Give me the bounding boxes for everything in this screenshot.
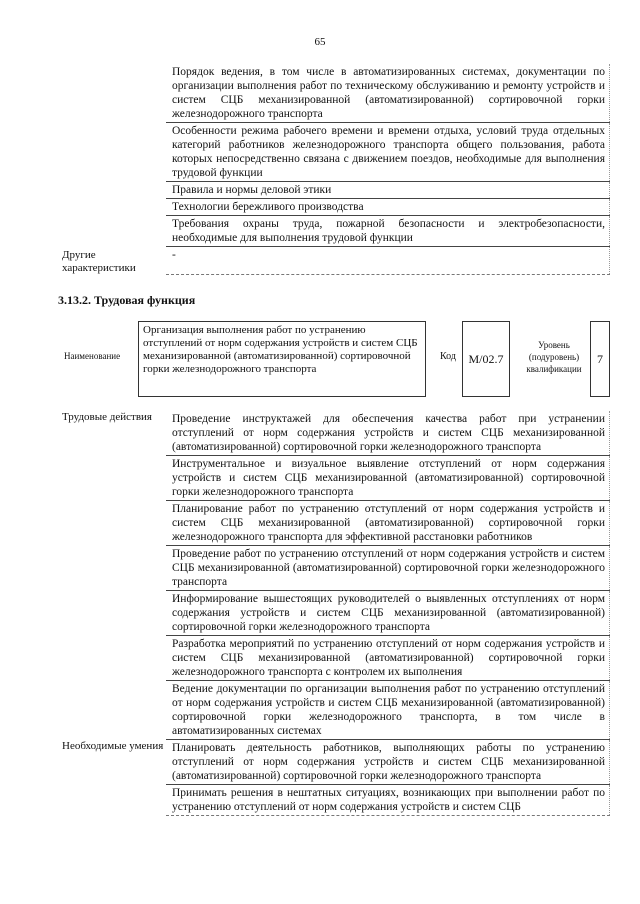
- section-title: 3.13.2. Трудовая функция: [58, 293, 196, 307]
- table-row: [58, 247, 610, 275]
- table-cell: -: [166, 247, 610, 275]
- code-label: Код: [440, 351, 456, 362]
- table-row: [58, 216, 610, 247]
- row-label: [58, 182, 166, 199]
- table-cell: Проведение работ по устранению отступлений от норм содержания устройств и систем СЦБ механизированной (автоматизированной) сортировочной горки железнодорожного транспорта: [166, 546, 610, 591]
- table-row: [58, 199, 610, 216]
- table-row: [58, 740, 610, 785]
- skills-label: Необходимые умения: [62, 739, 164, 752]
- table-cell: Разработка мероприятий по устранению отступлений от норм содержания устройств и систем СЦБ механизированной (автоматизированной) сортировочной горки железнодорожного транспорта с контролем их выполнения: [166, 636, 610, 681]
- table-cell: Требования охраны труда, пожарной безопасности и электробезопасности, необходимые для выполнения трудовой функции: [166, 216, 610, 247]
- table-cell: Технологии бережливого производства: [166, 199, 610, 216]
- level-label: Уровень (подуровень) квалификации: [526, 340, 582, 374]
- knowledge-table: [58, 64, 610, 275]
- actions-table: [58, 411, 610, 816]
- table-cell: Ведение документации по организации выполнения работ по устранению отступлений от норм содержания устройств и систем СЦБ механизированной (автоматизированной) сортировочной горки железнодорожного транспорта, в том числе в автоматизированных системах: [166, 681, 610, 740]
- table-cell: Информирование вышестоящих руководителей о выявленных отступлениях от норм содержания устройств и систем СЦБ механизированной (автоматизированной) сортировочной горки железнодорожного транспорта: [166, 591, 610, 636]
- table-row: [58, 123, 610, 182]
- table-cell: Проведение инструктажей для обеспечения качества работ при устранении отступлений от норм содержания устройств и систем СЦБ механизированной (автоматизированной) сортировочной горки железнодорожного транспорта: [166, 411, 610, 456]
- row-label: [58, 216, 166, 247]
- row-label: [58, 123, 166, 182]
- table-cell: Инструментальное и визуальное выявление отступлений от норм содержания устройств и систем СЦБ механизированной (автоматизированной) сортировочной горки железнодорожного транспорта: [166, 456, 610, 501]
- row-label: [58, 64, 166, 123]
- page-number: 65: [314, 36, 326, 48]
- row-label: Другие характеристики: [62, 248, 136, 274]
- table-row: [58, 411, 610, 456]
- table-cell: Принимать решения в нештатных ситуациях, возникающих при выполнении работ по устранению отступлений от норм содержания устройств и систем СЦБ: [166, 785, 610, 816]
- name-label: Наименование: [64, 351, 121, 361]
- table-cell: Особенности режима рабочего времени и времени отдыха, условий труда отдельных категорий работников железнодорожного транспорта общего пользования, работа которых непосредственно связана с движением поездов, необходимые для выполнения трудовой функции: [166, 123, 610, 182]
- table-cell: Планировать деятельность работников, выполняющих работы по устранению отступлений от норм содержания устройств и систем СЦБ механизированной (автоматизированной) сортировочной горки железнодорожного транспорта: [166, 740, 610, 785]
- table-row: [58, 182, 610, 199]
- table-cell: Планирование работ по устранению отступлений от норм содержания устройств и систем СЦБ механизированной (автоматизированной) сортировочной горки железнодорожного транспорта для эффективной расстановки работников: [166, 501, 610, 546]
- function-header: [58, 321, 610, 401]
- actions-label: Трудовые действия: [62, 411, 152, 423]
- table-cell: Правила и нормы деловой этики: [166, 182, 610, 199]
- table-row: [58, 64, 610, 123]
- function-code: М/02.7: [462, 321, 510, 397]
- level-value: 7: [590, 321, 610, 397]
- table-cell: Порядок ведения, в том числе в автоматизированных системах, документации по организации выполнения работ по техническому обслуживанию и ремонту устройств и систем СЦБ механизированной (автоматизированной) сортировочной горки железнодорожного транспорта: [166, 64, 610, 123]
- row-label: [58, 199, 166, 216]
- function-name: Организация выполнения работ по устранению отступлений от норм содержания устройств и систем СЦБ механизированной (автоматизированной) сортировочной горки железнодорожного транспорта: [138, 321, 426, 397]
